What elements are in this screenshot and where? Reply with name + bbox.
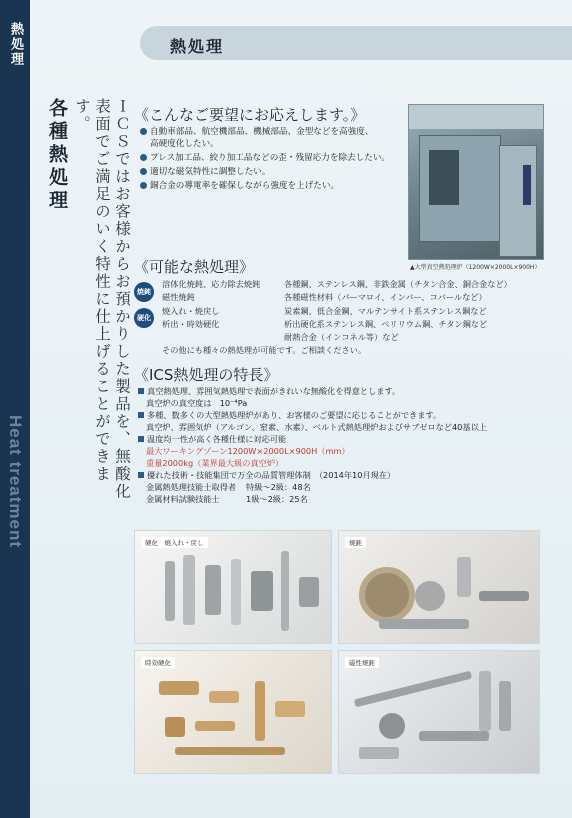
feature-line: 温度均一性が高く各種仕様に対応可能 bbox=[138, 434, 286, 446]
qualification-count: 特級〜2級：48名 bbox=[246, 482, 311, 492]
feature-line: 真空炉の真空度は 10⁻⁴Pa bbox=[146, 398, 248, 408]
bullet-icon bbox=[140, 182, 147, 189]
bullet-icon bbox=[140, 128, 147, 135]
photo-label: 焼鈍 bbox=[345, 537, 366, 548]
treatment-desc: 各種鋼、ステンレス鋼、非鉄金属（チタン合金、銅合金など） bbox=[284, 279, 512, 289]
photo-annealing bbox=[338, 530, 540, 644]
request-item: 自動車部品、航空機部品、機械部品、金型などを高強度、 bbox=[140, 126, 373, 138]
page-title: 熱処理 bbox=[170, 37, 225, 56]
square-bullet-icon bbox=[138, 472, 144, 478]
request-item: 適切な磁気特性に調整したい。 bbox=[140, 166, 270, 178]
photo-label: 時効硬化 bbox=[141, 657, 175, 668]
photo-hardening bbox=[134, 530, 332, 644]
photo-label: 磁性焼鈍 bbox=[345, 657, 379, 668]
feature-line: 多種、数多くの大型熱処理炉があり、お客様のご要望に応じることができます。 bbox=[138, 410, 441, 422]
request-item: プレス加工品、絞り加工品などの歪・残留応力を除去したい。 bbox=[140, 152, 390, 164]
bullet-icon bbox=[140, 154, 147, 161]
treatment-desc: 析出硬化系ステンレス鋼、ベリリウム鋼、チタン鋼など bbox=[284, 319, 488, 329]
photo-age-hardening bbox=[134, 650, 332, 774]
treatment-note: その他にも種々の熱処理が可能です。ご相談ください。 bbox=[162, 345, 367, 355]
treatment-label: 焼入れ・焼戻し bbox=[162, 306, 220, 316]
feature-line: 優れた技術・技能集団で万全の品質管理体制 （2014年10月現在） bbox=[138, 470, 395, 482]
feature-line-highlight: 最大ワーキングゾーン1200W×2000L×900H（mm） bbox=[146, 446, 350, 456]
intro-vertical-text: ＩＣＳではお客様からお預かりした製品を、無酸化表面でご満足のいく特性に仕上げることができます。 bbox=[73, 98, 131, 501]
bullet-icon bbox=[140, 168, 147, 175]
furnace-photo bbox=[408, 104, 544, 260]
badge-hardening: 硬化 bbox=[134, 308, 154, 328]
photo-caption: ▲大型真空熱処理炉（1200W×2000L×900H） bbox=[410, 264, 541, 271]
treatment-label: 磁性焼鈍 bbox=[162, 292, 195, 302]
qualification-label: 金属熱処理技能士取得者 bbox=[146, 482, 237, 492]
treatment-desc: 各種磁性材料（パーマロイ、インバー、コバールなど） bbox=[284, 292, 487, 302]
features-heading: 《ICS熱処理の特長》 bbox=[134, 366, 279, 384]
sidebar-english-label: Heat treatment bbox=[6, 415, 25, 549]
qualification-label: 金属材料試験技能士 bbox=[146, 494, 220, 504]
square-bullet-icon bbox=[138, 436, 144, 442]
square-bullet-icon bbox=[138, 388, 144, 394]
sidebar-tag: 熱処理 bbox=[8, 22, 23, 67]
request-item: 銅合金の導電率を確保しながら強度を上げたい。 bbox=[140, 180, 339, 192]
header bbox=[30, 0, 572, 82]
treatment-label: 溶体化焼鈍、応力除去焼鈍 bbox=[162, 279, 261, 289]
requests-heading: 《こんなご要望にお応えします。》 bbox=[134, 106, 366, 124]
feature-line: 真空炉、雰囲気炉（アルゴン、窒素、水素）、ベルト式熱処理炉およびサブゼロなど40基以上 bbox=[146, 422, 487, 432]
qualification-count: 1級〜2級：25名 bbox=[246, 494, 308, 504]
feature-line-highlight: 重量2000kg（業界最大級の真空炉） bbox=[146, 458, 284, 468]
sidebar bbox=[0, 0, 30, 818]
feature-line: 真空熱処理、雰囲気熱処理で表面がきれいな無酸化を得意とします。 bbox=[138, 386, 400, 398]
square-bullet-icon bbox=[138, 412, 144, 418]
treatment-label: 析出・時効硬化 bbox=[162, 319, 220, 329]
photo-label: 硬化 焼入れ・戻し bbox=[141, 537, 208, 548]
badge-annealing: 焼鈍 bbox=[134, 282, 154, 302]
section-vertical-title: 各種熱処理 bbox=[46, 98, 68, 213]
treatment-desc: 耐熱合金（インコネル等）など bbox=[284, 332, 399, 342]
photo-magnetic-annealing bbox=[338, 650, 540, 774]
treatment-desc: 炭素鋼、低合金鋼、マルテンサイト系ステンレス鋼など bbox=[284, 306, 487, 316]
request-item-cont: 高硬度化したい。 bbox=[150, 139, 219, 149]
possible-treatments-heading: 《可能な熱処理》 bbox=[134, 258, 255, 276]
